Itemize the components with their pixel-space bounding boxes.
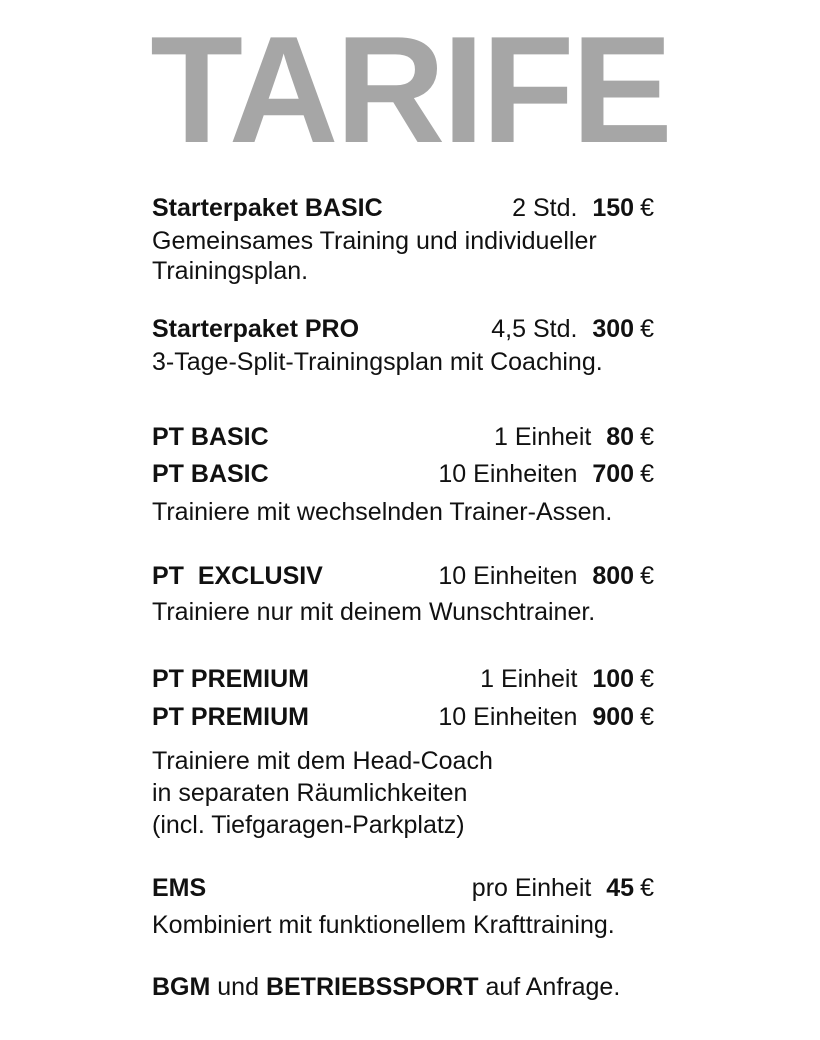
tariff-pricing: [491, 314, 654, 344]
tariff-name: PT BASIC: [152, 460, 269, 488]
tariff-pricing: [438, 702, 654, 732]
tariff-unit: 2 Std.: [512, 194, 578, 222]
tariff-description: Trainiere mit dem Head-Coach: [152, 747, 493, 775]
price-row-pt-premium-ten: [152, 702, 654, 732]
tariff-name: Starterpaket PRO: [152, 315, 360, 343]
tariff-description: 3-Tage-Split-Trainingsplan mit Coaching.: [152, 348, 603, 376]
tariff-unit: 1 Einheit: [494, 423, 592, 451]
tariff-price: 800: [592, 562, 635, 590]
tariff-description: Kombiniert mit funktionellem Krafttraining.: [152, 911, 615, 939]
price-row-pt-premium-single: [152, 664, 654, 694]
tariff-pricing: [512, 193, 654, 223]
price-row-pt-basic-ten: [152, 459, 654, 489]
tariff-name: PT BASIC: [152, 423, 269, 451]
price-row-starterpaket-pro: [152, 314, 654, 344]
tariff-unit: 10 Einheiten: [438, 562, 578, 590]
tariff-name: PT PREMIUM: [152, 665, 309, 693]
tariff-unit: 10 Einheiten: [438, 460, 578, 488]
tariff-description: (incl. Tiefgaragen-Parkplatz): [152, 811, 465, 839]
currency-symbol: €: [640, 460, 654, 488]
tariff-pricing: [472, 873, 654, 903]
price-row-ems: [152, 873, 654, 903]
tariff-price: 100: [592, 665, 635, 693]
tariff-price: 45: [606, 874, 635, 902]
tariff-price: 900: [592, 703, 635, 731]
price-row-starterpaket-basic: [152, 193, 654, 223]
tariff-name: PT EXCLUSIV: [152, 562, 323, 590]
currency-symbol: €: [640, 194, 654, 222]
tariff-price: 300: [592, 315, 635, 343]
currency-symbol: €: [640, 874, 654, 902]
price-row-pt-exclusiv: [152, 561, 654, 591]
tariff-description: Gemeinsames Training und individueller: [152, 227, 597, 255]
tariff-unit: 10 Einheiten: [438, 703, 578, 731]
footer-betriebssport: BETRIEBSSPORT: [265, 973, 479, 1001]
tariff-pricing: [480, 664, 654, 694]
tariff-pricing: [438, 561, 654, 591]
footer-suffix: auf Anfrage.: [485, 973, 621, 1001]
tariff-name: PT PREMIUM: [152, 703, 309, 731]
tariff-unit: pro Einheit: [471, 874, 592, 902]
tariff-description: Trainingsplan.: [152, 257, 309, 285]
currency-symbol: €: [640, 562, 654, 590]
footer-bgm: BGM: [152, 973, 211, 1001]
tariff-pricing: [494, 422, 654, 452]
tariff-description: in separaten Räumlichkeiten: [152, 779, 468, 807]
footer-connector: und: [217, 973, 259, 1001]
tariff-description: Trainiere mit wechselnden Trainer-Assen.: [152, 498, 613, 526]
footer-note: [152, 972, 672, 1002]
tariff-price: 150: [592, 194, 635, 222]
tariff-description: Trainiere nur mit deinem Wunschtrainer.: [152, 598, 596, 626]
currency-symbol: €: [640, 703, 654, 731]
tariff-name: EMS: [152, 874, 207, 902]
currency-symbol: €: [640, 665, 654, 693]
tariff-pricing: [438, 459, 654, 489]
tariff-price: 80: [606, 423, 635, 451]
tariff-unit: 4,5 Std.: [491, 315, 578, 343]
currency-symbol: €: [640, 423, 654, 451]
currency-symbol: €: [640, 315, 654, 343]
tariff-name: Starterpaket BASIC: [152, 194, 383, 222]
price-row-pt-basic-single: [152, 422, 654, 452]
tariff-price: 700: [592, 460, 635, 488]
page-title: TARIFE: [150, 5, 670, 175]
tariff-unit: 1 Einheit: [480, 665, 578, 693]
